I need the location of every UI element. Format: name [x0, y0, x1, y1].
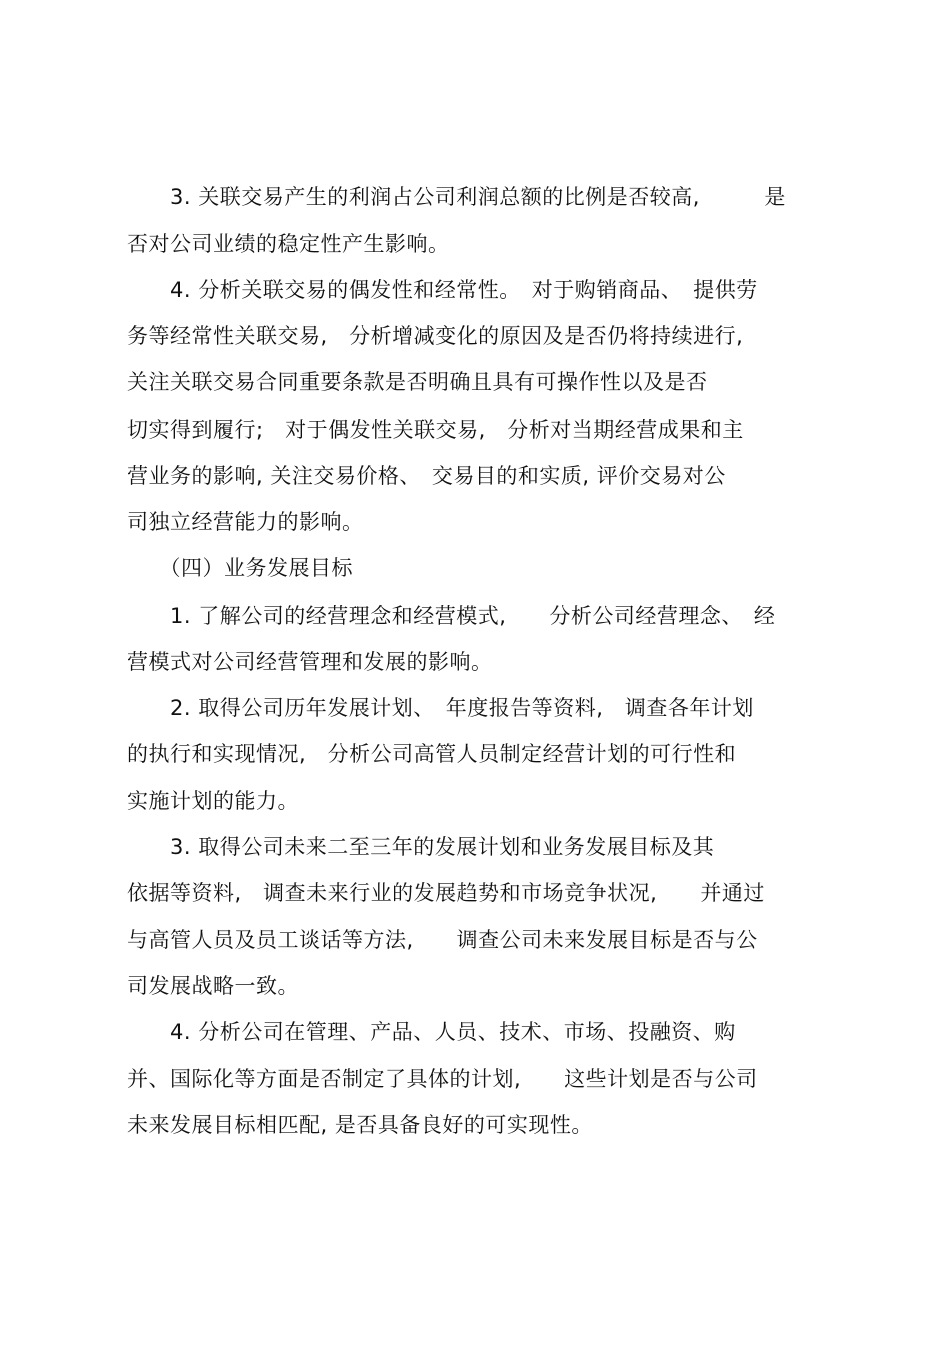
- text-line: 关注关联交易合同重要条款是否明确且具有可操作性以及是否: [127, 370, 708, 394]
- text-line: 营模式对公司经营管理和发展的影响。: [127, 650, 493, 674]
- text-line: 4. 分析公司在管理、产品、人员、技术、市场、投融资、购: [127, 1020, 736, 1044]
- text-line: 2. 取得公司历年发展计划、 年度报告等资料, 调查各年计划: [127, 696, 754, 720]
- text-line: 司发展战略一致。: [127, 974, 299, 998]
- text-line: 4. 分析关联交易的偶发性和经常性。 对于购销商品、 提供劳: [127, 278, 758, 302]
- text-line: 否对公司业绩的稳定性产生影响。: [127, 232, 450, 256]
- text-line: 的执行和实现情况, 分析公司高管人员制定经营计划的可行性和: [127, 742, 737, 766]
- text-line: 并、国际化等方面是否制定了具体的计划, 这些计划是否与公司: [127, 1067, 758, 1091]
- text-line: 营业务的影响, 关注交易价格、 交易目的和实质, 评价交易对公: [127, 464, 726, 488]
- text-line: 3. 关联交易产生的利润占公司利润总额的比例是否较高, 是: [127, 185, 786, 209]
- text-line: 切实得到履行; 对于偶发性关联交易, 分析对当期经营成果和主: [127, 418, 744, 442]
- text-line: 司独立经营能力的影响。: [127, 510, 364, 534]
- section-heading: （四）业务发展目标: [127, 556, 353, 580]
- text-line: 1. 了解公司的经营理念和经营模式, 分析公司经营理念、 经: [127, 604, 776, 628]
- text-line: 务等经常性关联交易, 分析增减变化的原因及是否仍将持续进行,: [127, 324, 744, 348]
- text-line: 3. 取得公司未来二至三年的发展计划和业务发展目标及其: [127, 835, 715, 859]
- text-line: 实施计划的能力。: [127, 789, 299, 813]
- text-line: 与高管人员及员工谈话等方法, 调查公司未来发展目标是否与公: [127, 928, 758, 952]
- text-line: 依据等资料, 调查未来行业的发展趋势和市场竞争状况, 并通过: [127, 881, 765, 905]
- text-line: 未来发展目标相匹配, 是否具备良好的可实现性。: [127, 1113, 593, 1137]
